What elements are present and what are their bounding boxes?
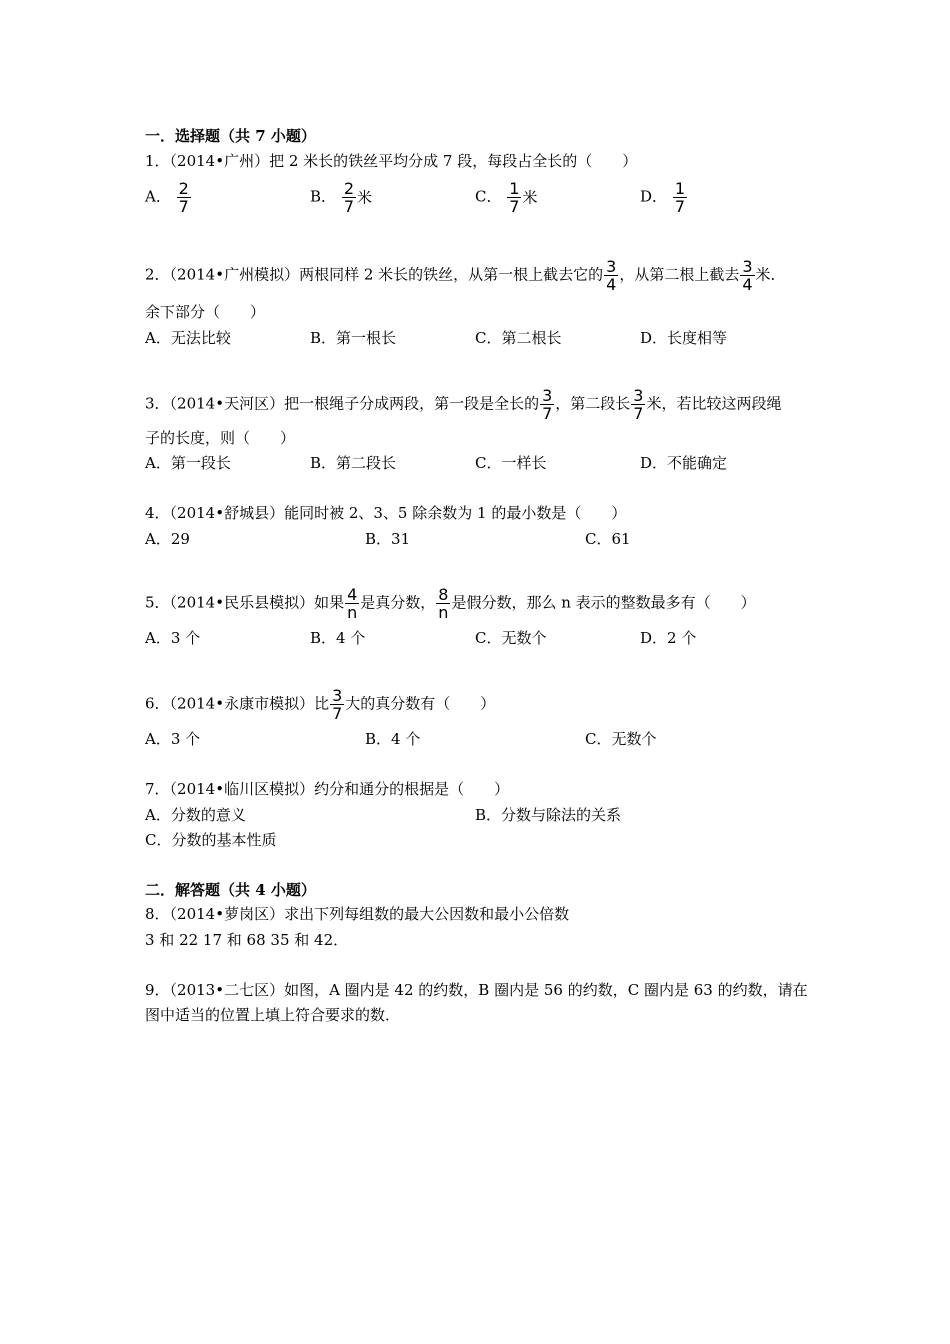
question-2-text-1: 2．（2014•广州模拟）两根同样 2 米长的铁丝，从第一根上截去它的 bbox=[145, 265, 604, 284]
question-8-stem: 8．（2014•萝岗区）求出下列每组数的最大公因数和最小公倍数 bbox=[145, 905, 570, 923]
fraction-numerator: 3 bbox=[332, 686, 343, 705]
question-4-stem: 4．（2014•舒城县）能同时被 2、3、5 除余数为 1 的最小数是（ ） bbox=[145, 504, 627, 522]
question-9-stem-line-2: 图中适当的位置上填上符合要求的数． bbox=[145, 1006, 401, 1024]
question-2-option-c: C．第二根长 bbox=[475, 329, 562, 347]
option-a-fraction bbox=[177, 180, 191, 215]
fraction-numerator: 3 bbox=[606, 257, 617, 276]
question-7-stem: 7．（2014•临川区模拟）约分和通分的根据是（ ） bbox=[145, 780, 510, 798]
question-4-option-c: C．61 bbox=[585, 530, 631, 548]
question-6-text-1: 6．（2014•永康市模拟）比 bbox=[145, 694, 330, 713]
question-5-option-d: D．2 个 bbox=[640, 629, 697, 647]
question-3-option-d: D．不能确定 bbox=[640, 454, 728, 472]
section-1-heading: 一．选择题（共 7 小题） bbox=[145, 127, 316, 145]
question-3-option-b: B．第二段长 bbox=[310, 454, 397, 472]
question-6-option-c: C．无数个 bbox=[585, 730, 657, 748]
fraction-numerator: 2 bbox=[178, 179, 189, 198]
fraction-denominator: 4 bbox=[742, 275, 753, 294]
option-b-label: B． bbox=[310, 187, 337, 206]
question-2-fraction-1 bbox=[604, 258, 618, 293]
fraction-denominator: 4 bbox=[606, 275, 617, 294]
question-4-option-a: A．29 bbox=[145, 530, 190, 548]
question-3-stem bbox=[145, 387, 781, 422]
question-9-stem: 9．（2013•二七区）如图，A 圈内是 42 的约数，B 圈内是 56 的约数，C 圈内是 63 的约数，请在 bbox=[145, 981, 808, 999]
question-5-option-c: C．无数个 bbox=[475, 629, 547, 647]
fraction-denominator: 7 bbox=[674, 197, 685, 216]
option-d-fraction bbox=[673, 180, 687, 215]
question-5-fraction-2 bbox=[436, 586, 450, 621]
fraction-denominator: 7 bbox=[178, 197, 189, 216]
question-2-stem-line-2: 余下部分（ ） bbox=[145, 303, 266, 321]
option-d-label: D． bbox=[640, 187, 668, 206]
question-1-option-a bbox=[145, 180, 192, 215]
question-2-option-b: B．第一根长 bbox=[310, 329, 397, 347]
fraction-denominator: 7 bbox=[343, 197, 354, 216]
fraction-numerator: 8 bbox=[438, 585, 449, 604]
question-5-stem bbox=[145, 586, 756, 621]
fraction-denominator: 7 bbox=[509, 197, 520, 216]
question-2-option-a: A．无法比较 bbox=[145, 329, 231, 347]
section-2-heading: 二．解答题（共 4 小题） bbox=[145, 881, 316, 899]
fraction-numerator: 3 bbox=[542, 386, 553, 405]
question-5-text-2: 是真分数， bbox=[360, 593, 436, 612]
question-4-option-b: B．31 bbox=[365, 530, 411, 548]
fraction-denominator: 7 bbox=[542, 404, 553, 423]
fraction-denominator: n bbox=[438, 603, 449, 622]
question-5-text-1: 5．（2014•民乐县模拟）如果 bbox=[145, 593, 345, 612]
question-5-text-3: 是假分数，那么 n 表示的整数最多有（ ） bbox=[451, 593, 756, 612]
question-3-option-a: A．第一段长 bbox=[145, 454, 231, 472]
question-5-fraction-1 bbox=[345, 586, 359, 621]
question-3-option-c: C．一样长 bbox=[475, 454, 547, 472]
question-6-option-a: A．3 个 bbox=[145, 730, 201, 748]
question-1-option-c bbox=[475, 180, 537, 215]
question-3-fraction-1 bbox=[540, 387, 554, 422]
question-2-text-2: ，从第二根上截去 bbox=[619, 265, 740, 284]
fraction-denominator: 7 bbox=[332, 704, 343, 723]
question-7-option-a: A．分数的意义 bbox=[145, 806, 246, 824]
question-2-stem bbox=[145, 258, 786, 293]
option-c-label: C． bbox=[475, 187, 502, 206]
fraction-numerator: 2 bbox=[343, 179, 354, 198]
question-2-text-3: 米． bbox=[755, 265, 786, 284]
fraction-numerator: 3 bbox=[742, 257, 753, 276]
question-1-option-b bbox=[310, 180, 372, 215]
fraction-numerator: 1 bbox=[509, 179, 520, 198]
question-3-stem-line-2: 子的长度，则（ ） bbox=[145, 429, 296, 447]
question-6-fraction bbox=[330, 687, 344, 722]
option-a-label: A． bbox=[145, 187, 171, 206]
question-5-option-b: B．4 个 bbox=[310, 629, 366, 647]
question-3-text-2: ，第二段长 bbox=[555, 394, 631, 413]
question-3-text-3: 米，若比较这两段绳 bbox=[646, 394, 782, 413]
fraction-denominator: 7 bbox=[633, 404, 644, 423]
question-3-fraction-2 bbox=[631, 387, 645, 422]
question-1-stem: 1．（2014•广州）把 2 米长的铁丝平均分成 7 段，每段占全长的（ ） bbox=[145, 152, 638, 170]
question-6-stem bbox=[145, 687, 495, 722]
question-2-option-d: D．长度相等 bbox=[640, 329, 728, 347]
question-6-option-b: B．4 个 bbox=[365, 730, 421, 748]
option-c-fraction bbox=[507, 180, 521, 215]
question-6-text-2: 大的真分数有（ ） bbox=[345, 694, 496, 713]
fraction-numerator: 1 bbox=[674, 179, 685, 198]
fraction-numerator: 3 bbox=[633, 386, 644, 405]
fraction-denominator: n bbox=[347, 603, 358, 622]
option-c-unit: 米 bbox=[522, 188, 538, 207]
fraction-numerator: 4 bbox=[347, 585, 358, 604]
option-b-fraction bbox=[342, 180, 356, 215]
question-5-option-a: A．3 个 bbox=[145, 629, 201, 647]
option-b-unit: 米 bbox=[357, 188, 373, 207]
question-3-text-1: 3．（2014•天河区）把一根绳子分成两段，第一段是全长的 bbox=[145, 394, 540, 413]
question-8-numbers: 3 和 22 17 和 68 35 和 42． bbox=[145, 931, 349, 949]
question-2-fraction-2 bbox=[740, 258, 754, 293]
question-1-option-d bbox=[640, 180, 688, 215]
question-7-option-b: B．分数与除法的关系 bbox=[475, 806, 622, 824]
question-7-option-c: C．分数的基本性质 bbox=[145, 831, 277, 849]
